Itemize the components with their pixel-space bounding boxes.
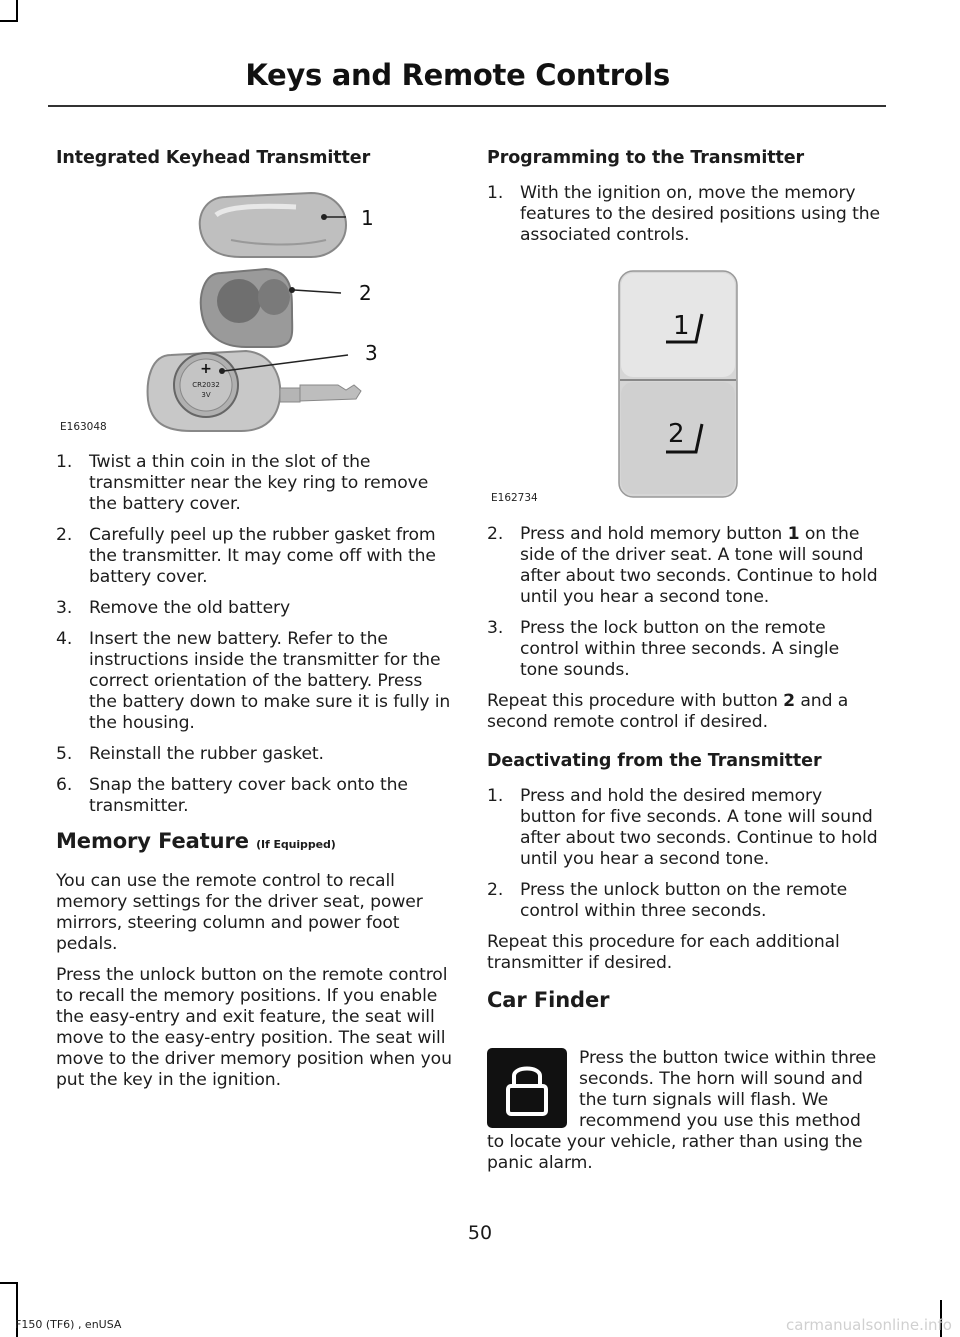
crop-mark <box>0 1282 18 1284</box>
memory-buttons-figure <box>618 270 740 500</box>
car-finder-paragraph: Press the button twice within three seconds. The horn will sound and the turn signals will flash. We recommend you use this method to locate your vehicle, rather than using the panic alarm. <box>487 1048 877 1173</box>
memory-button-1-label: 1 <box>673 311 690 341</box>
battery-label: CR2032 <box>192 381 220 389</box>
page-number: 50 <box>467 1222 493 1244</box>
figure-code: E163048 <box>60 421 107 433</box>
deactivating-steps-list <box>487 786 882 922</box>
section-title-car-finder: Car Finder <box>487 988 610 1012</box>
keyhead-transmitter-figure <box>56 185 396 435</box>
watermark: carmanualsonline.info <box>786 1316 952 1334</box>
battery-voltage-label: 3V <box>201 391 211 399</box>
footer-model: F150 (TF6) , enUSA <box>15 1318 122 1331</box>
header-divider <box>48 105 886 107</box>
callout-3: 3 <box>365 341 378 365</box>
programming-steps-list <box>487 183 882 246</box>
car-finder-text <box>487 1048 882 1174</box>
rubber-gasket-icon <box>201 269 292 347</box>
list-item: 1. With the ignition on, move the memory features to the desired positions using the associated controls. <box>487 183 881 245</box>
lock-icon-spacer <box>487 1048 579 1130</box>
list-item: 1. Twist a thin coin in the slot of the transmitter near the key ring to remove the battery cover. <box>56 452 429 514</box>
figure-code: E162734 <box>491 492 538 504</box>
crop-mark <box>16 0 18 20</box>
list-item: 2. Carefully peel up the rubber gasket from the transmitter. It may come off with the battery cover. <box>56 525 436 587</box>
left-column <box>56 148 448 169</box>
programming-steps-list-2 <box>487 524 882 681</box>
list-item: 2. Press and hold memory button 1 on the side of the driver seat. A tone will sound after about two seconds. Continue to hold until you hear a second tone. <box>487 524 878 607</box>
section-title-programming: Programming to the Transmitter <box>487 148 805 168</box>
section-title-keyhead: Integrated Keyhead Transmitter <box>56 148 371 168</box>
crop-mark <box>0 20 18 22</box>
repeat-paragraph: Repeat this procedure with button 2 and a second remote control if desired. <box>487 691 849 732</box>
if-equipped-note: (If Equipped) <box>256 838 336 851</box>
list-item: 3. Press the lock button on the remote control within three seconds. A single tone sounds. <box>487 618 840 680</box>
memory-paragraph-2: Press the unlock button on the remote control to recall the memory positions. If you enable the easy-entry and exit feature, the seat will move to the easy-entry position. The seat will move to the driver memory position when you put the key in the ignition. <box>56 965 452 1090</box>
right-column-body <box>487 524 882 1027</box>
deactivate-repeat-paragraph: Repeat this procedure for each additional transmitter if desired. <box>487 932 840 973</box>
page-title: Keys and Remote Controls <box>245 58 670 92</box>
battery-plus-label: + <box>200 361 212 377</box>
right-column <box>487 148 882 256</box>
list-item: 5. Reinstall the rubber gasket. <box>56 744 324 764</box>
list-item: 6. Snap the battery cover back onto the transmitter. <box>56 775 408 816</box>
callout-1: 1 <box>361 206 374 230</box>
list-item: 4. Insert the new battery. Refer to the instructions inside the transmitter for the correct orientation of the battery. Press the battery down to make sure it is fully in the housing. <box>56 629 451 733</box>
list-item: 1. Press and hold the desired memory button for five seconds. A tone will sound after about two seconds. Continue to hold until you hear a second tone. <box>487 786 878 869</box>
memory-paragraph-1: You can use the remote control to recall memory settings for the driver seat, power mirrors, steering column and power foot pedals. <box>56 871 423 954</box>
list-item: 2. Press the unlock button on the remote control within three seconds. <box>487 880 848 921</box>
list-item: 3. Remove the old battery <box>56 598 291 618</box>
section-title-deactivating: Deactivating from the Transmitter <box>487 751 822 771</box>
key-base-icon <box>148 351 361 431</box>
memory-button-2-label: 2 <box>668 419 685 449</box>
battery-cover-icon <box>200 193 346 257</box>
battery-steps-list <box>56 452 452 817</box>
left-column-body <box>56 452 452 1101</box>
section-title-memory: Memory Feature (If Equipped) <box>56 829 336 853</box>
callout-2: 2 <box>359 281 372 305</box>
